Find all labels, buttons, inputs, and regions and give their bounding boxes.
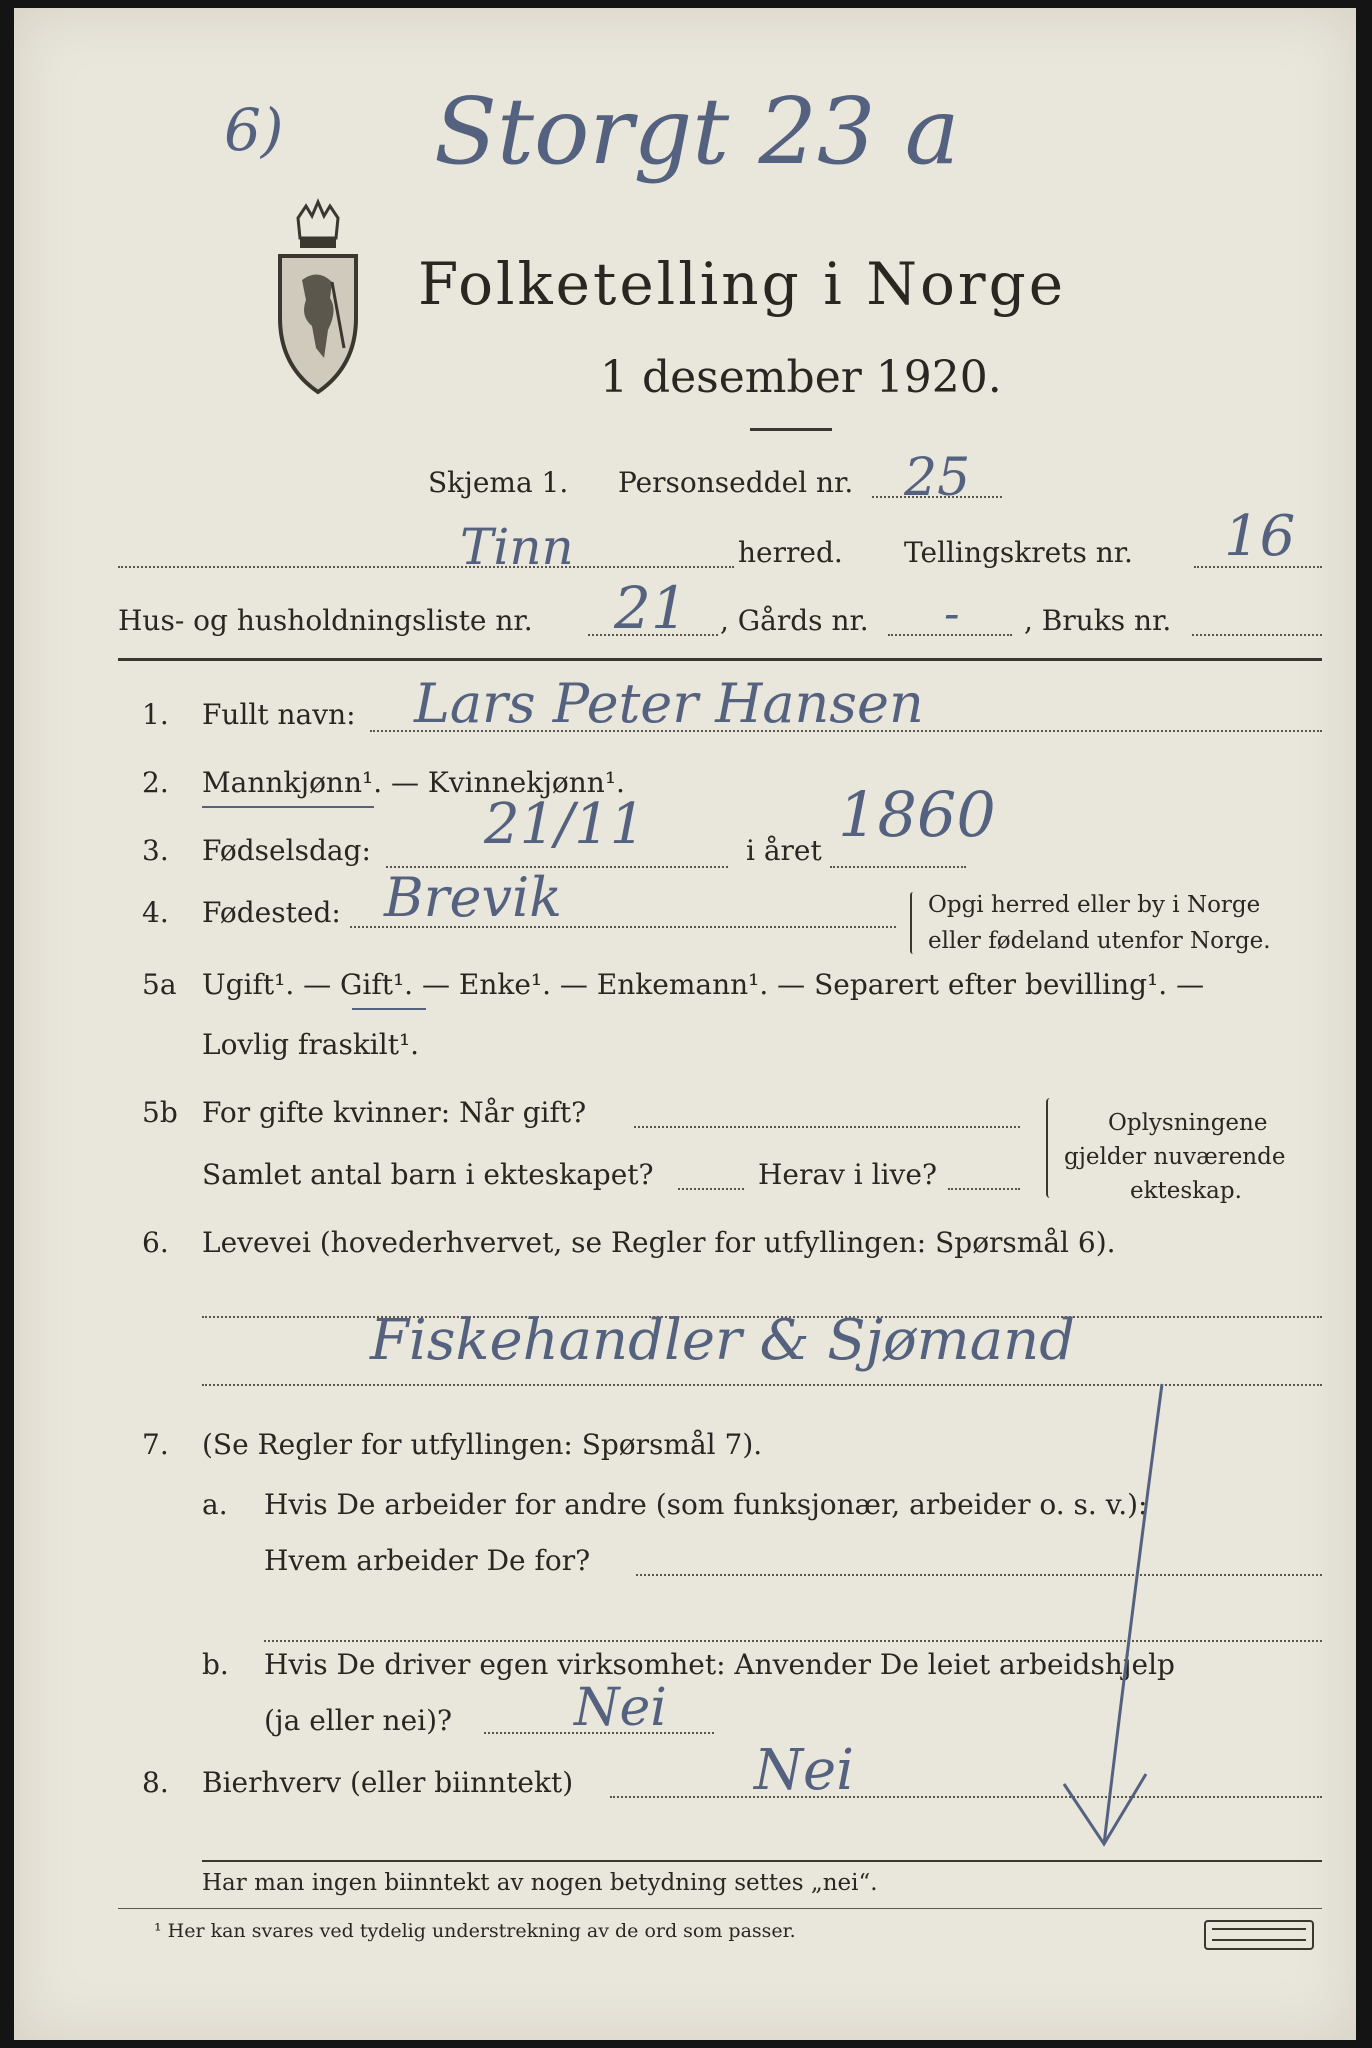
children-total-field [678,1188,744,1190]
norway-coat-of-arms-icon [272,198,364,398]
birth-day-value: 21/11 [484,792,646,857]
q7b-answer-label: (ja eller nei)? [264,1704,453,1737]
q4-number: 4. [142,896,169,929]
marriage-note-line1: Oplysningene [1108,1110,1268,1136]
marriage-note-line3: ekteskap. [1130,1178,1242,1204]
q4-label: Fødested: [202,896,341,929]
header-divider [118,658,1322,661]
birthplace-note-line1: Opgi herred eller by i Norge [928,892,1261,918]
birth-year-field [830,866,966,868]
employer-field-line1 [636,1574,1322,1576]
children-alive-label: Herav i live? [758,1158,937,1191]
q7-label: (Se Regler for utfyllingen: Spørsmål 7). [202,1428,763,1461]
q1-number: 1. [142,698,169,731]
title-divider [750,428,832,431]
herred-label: herred. [738,536,843,569]
married-underline-mark [352,1008,426,1010]
birth-year-value: 1860 [838,778,996,851]
q6-number: 6. [142,1226,169,1259]
q7a-employer-label: Hvem arbeider De for? [264,1544,591,1577]
secondary-income-value: Nei [754,1738,855,1803]
q8-label: Bierhverv (eller biinntekt) [202,1766,574,1799]
herred-value: Tinn [460,518,574,576]
printer-stamp [1204,1920,1314,1950]
birthplace-value: Brevik [384,866,562,929]
q7b-label: Hvis De driver egen virksomhet: Anvender De leiet arbeidshjelp [264,1648,1175,1681]
footer-divider [202,1860,1322,1862]
enumeration-district-number: 16 [1224,504,1296,569]
hired-help-value: Nei [574,1678,667,1738]
q5b-label: For gifte kvinner: Når gift? [202,1096,587,1129]
footnote-divider [118,1908,1322,1909]
person-slip-number: 25 [904,448,971,508]
birthplace-note-brace [910,892,916,954]
herred-field [118,566,734,568]
q6-label: Levevei (hovederhvervet, se Regler for utfyllingen: Spørsmål 6). [202,1226,1116,1259]
children-total-label: Samlet antal barn i ekteskapet? [202,1158,654,1191]
farm-number-label: , Gårds nr. [720,604,869,637]
full-name-value: Lars Peter Hansen [414,672,924,735]
income-note: Har man ingen biinntekt av nogen betydning settes „nei“. [202,1870,878,1896]
handwritten-arrow-icon [1034,1374,1194,1864]
male-underline-mark [202,806,374,808]
enumeration-district-label: Tellingskrets nr. [904,536,1133,569]
q5a-options-cont: Lovlig fraskilt¹. [202,1028,420,1061]
q7b-letter: b. [202,1648,229,1681]
birthplace-note-line2: eller fødeland utenfor Norge. [928,928,1271,954]
bruks-number-field [1192,634,1322,636]
birth-year-label: i året [746,834,822,867]
census-date: 1 desember 1920. [600,352,1002,403]
q5a-number: 5a [142,968,177,1001]
marriage-note-line2: gjelder nuværende [1064,1144,1286,1170]
schema-label: Skjema 1. [428,466,569,499]
bruks-number-label: , Bruks nr. [1024,604,1172,637]
q2-options: Mannkjønn¹. — Kvinnekjønn¹. [202,766,625,799]
farm-number-value: - [944,586,960,640]
marriage-note-brace [1046,1098,1054,1198]
q8-number: 8. [142,1766,169,1799]
q3-number: 3. [142,834,169,867]
census-form-page [14,8,1356,2040]
handwritten-item-number: 6) [224,96,284,164]
children-alive-field [948,1188,1020,1190]
form-title: Folketelling i Norge [418,250,1067,318]
footnote: ¹ Her kan svares ved tydelig understrekning av de ord som passer. [154,1920,796,1942]
marriage-date-field [634,1126,1020,1128]
q7a-letter: a. [202,1488,228,1521]
q5b-number: 5b [142,1096,178,1129]
handwritten-address: Storgt 23 a [434,78,960,185]
q7a-label: Hvis De arbeider for andre (som funksjonær, arbeider o. s. v.): [264,1488,1148,1521]
q2-number: 2. [142,766,169,799]
q1-label: Fullt navn: [202,698,356,731]
occupation-value: Fiskehandler & Sjømand [370,1308,1076,1373]
household-list-label: Hus- og husholdningsliste nr. [118,604,533,637]
household-list-number: 21 [614,574,688,642]
q5a-options: Ugift¹. — Gift¹. — Enke¹. — Enkemann¹. — Separert efter bevilling¹. — [202,968,1205,1001]
q3-label: Fødselsdag: [202,834,371,867]
q7-number: 7. [142,1428,169,1461]
secondary-income-field [610,1796,1322,1798]
person-slip-label: Personseddel nr. [618,466,854,499]
